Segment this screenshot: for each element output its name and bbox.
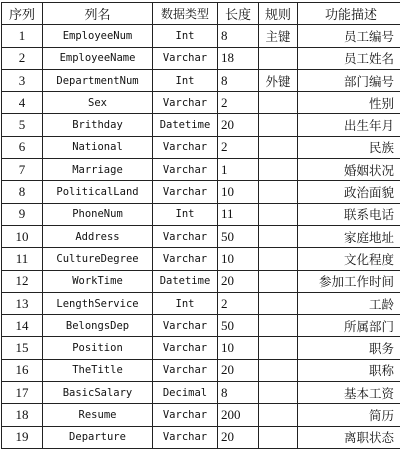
cell-length: 50 [218,225,259,247]
cell-seq: 12 [2,270,43,292]
cell-length: 2 [218,136,259,158]
cell-data-type: Varchar [153,181,218,203]
table-row [2,136,400,158]
cell-seq: 9 [2,203,43,225]
cell-data-type: Varchar [153,315,218,337]
cell-data-type: Decimal [153,382,218,404]
cell-description: 性别 [298,92,400,114]
cell-description: 出生年月 [298,114,400,136]
cell-description: 工龄 [298,292,400,314]
cell-column-name: DepartmentNum [43,69,153,91]
cell-rule [259,382,298,404]
header-cell-data-type: 数据类型 [153,3,218,25]
cell-column-name: EmployeeName [43,47,153,69]
cell-length: 2 [218,92,259,114]
table-row [2,382,400,404]
cell-seq: 17 [2,382,43,404]
cell-data-type: Int [153,25,218,47]
cell-rule [259,181,298,203]
table-row [2,92,400,114]
cell-rule [259,292,298,314]
cell-seq: 6 [2,136,43,158]
cell-description: 参加工作时间 [298,270,400,292]
header-cell-length: 长度 [218,3,259,25]
employee-table-schema [1,2,400,449]
header-cell-column-name: 列名 [43,3,153,25]
header-cell-description: 功能描述 [298,3,400,25]
cell-data-type: Varchar [153,426,218,448]
cell-column-name: CultureDegree [43,248,153,270]
cell-length: 10 [218,337,259,359]
cell-rule [259,203,298,225]
table-row [2,181,400,203]
table-header [2,3,400,25]
table-row [2,25,400,47]
cell-length: 50 [218,315,259,337]
cell-description: 简历 [298,404,400,426]
cell-description: 政治面貌 [298,181,400,203]
cell-length: 20 [218,426,259,448]
cell-description: 部门编号 [298,69,400,91]
cell-column-name: Departure [43,426,153,448]
cell-column-name: Marriage [43,159,153,181]
cell-description: 职称 [298,359,400,381]
cell-description: 员工姓名 [298,47,400,69]
cell-rule [259,159,298,181]
cell-data-type: Varchar [153,359,218,381]
cell-data-type: Varchar [153,225,218,247]
cell-description: 民族 [298,136,400,158]
cell-column-name: Position [43,337,153,359]
cell-column-name: PoliticalLand [43,181,153,203]
cell-length: 18 [218,47,259,69]
cell-column-name: Resume [43,404,153,426]
table-row [2,359,400,381]
cell-column-name: BelongsDep [43,315,153,337]
cell-seq: 5 [2,114,43,136]
cell-length: 1 [218,159,259,181]
cell-rule [259,47,298,69]
cell-length: 10 [218,181,259,203]
cell-data-type: Int [153,203,218,225]
table-row [2,337,400,359]
cell-seq: 15 [2,337,43,359]
table-body [2,25,400,449]
cell-data-type: Datetime [153,270,218,292]
cell-seq: 2 [2,47,43,69]
header-cell-seq: 序列 [2,3,43,25]
cell-length: 8 [218,382,259,404]
table-row [2,248,400,270]
cell-column-name: TheTitle [43,359,153,381]
cell-seq: 18 [2,404,43,426]
header-cell-rule: 规则 [259,3,298,25]
cell-rule [259,359,298,381]
cell-data-type: Varchar [153,248,218,270]
table-row [2,225,400,247]
table-row [2,292,400,314]
cell-description: 所属部门 [298,315,400,337]
cell-length: 11 [218,203,259,225]
cell-rule [259,404,298,426]
cell-column-name: National [43,136,153,158]
cell-data-type: Datetime [153,114,218,136]
cell-column-name: Address [43,225,153,247]
table-row [2,159,400,181]
cell-seq: 7 [2,159,43,181]
cell-column-name: PhoneNum [43,203,153,225]
cell-length: 8 [218,25,259,47]
cell-seq: 13 [2,292,43,314]
cell-seq: 8 [2,181,43,203]
cell-description: 联系电话 [298,203,400,225]
cell-length: 8 [218,69,259,91]
cell-seq: 14 [2,315,43,337]
cell-rule: 主键 [259,25,298,47]
cell-length: 20 [218,359,259,381]
cell-column-name: WorkTime [43,270,153,292]
cell-rule [259,248,298,270]
cell-description: 员工编号 [298,25,400,47]
cell-length: 2 [218,292,259,314]
cell-seq: 19 [2,426,43,448]
cell-column-name: Sex [43,92,153,114]
header-row [2,3,400,25]
cell-description: 婚姻状况 [298,159,400,181]
cell-description: 家庭地址 [298,225,400,247]
cell-description: 基本工资 [298,382,400,404]
cell-rule [259,337,298,359]
cell-length: 20 [218,114,259,136]
cell-length: 200 [218,404,259,426]
cell-column-name: BasicSalary [43,382,153,404]
cell-length: 20 [218,270,259,292]
table-row [2,114,400,136]
cell-data-type: Int [153,69,218,91]
cell-data-type: Int [153,292,218,314]
cell-length: 10 [218,248,259,270]
cell-seq: 1 [2,25,43,47]
cell-description: 职务 [298,337,400,359]
cell-rule [259,92,298,114]
table-row [2,47,400,69]
cell-rule [259,315,298,337]
table-row [2,203,400,225]
cell-seq: 3 [2,69,43,91]
cell-rule [259,114,298,136]
cell-column-name: EmployeeNum [43,25,153,47]
cell-data-type: Varchar [153,404,218,426]
cell-column-name: LengthService [43,292,153,314]
table-row [2,270,400,292]
cell-description: 离职状态 [298,426,400,448]
table-row [2,404,400,426]
table-row [2,69,400,91]
cell-rule [259,225,298,247]
cell-rule [259,426,298,448]
cell-column-name: Brithday [43,114,153,136]
cell-data-type: Varchar [153,159,218,181]
cell-seq: 16 [2,359,43,381]
cell-data-type: Varchar [153,92,218,114]
table-row [2,426,400,448]
cell-data-type: Varchar [153,47,218,69]
table-row [2,315,400,337]
cell-description: 文化程度 [298,248,400,270]
cell-data-type: Varchar [153,136,218,158]
cell-rule: 外键 [259,69,298,91]
cell-data-type: Varchar [153,337,218,359]
cell-seq: 10 [2,225,43,247]
cell-seq: 4 [2,92,43,114]
cell-rule [259,270,298,292]
cell-seq: 11 [2,248,43,270]
cell-rule [259,136,298,158]
